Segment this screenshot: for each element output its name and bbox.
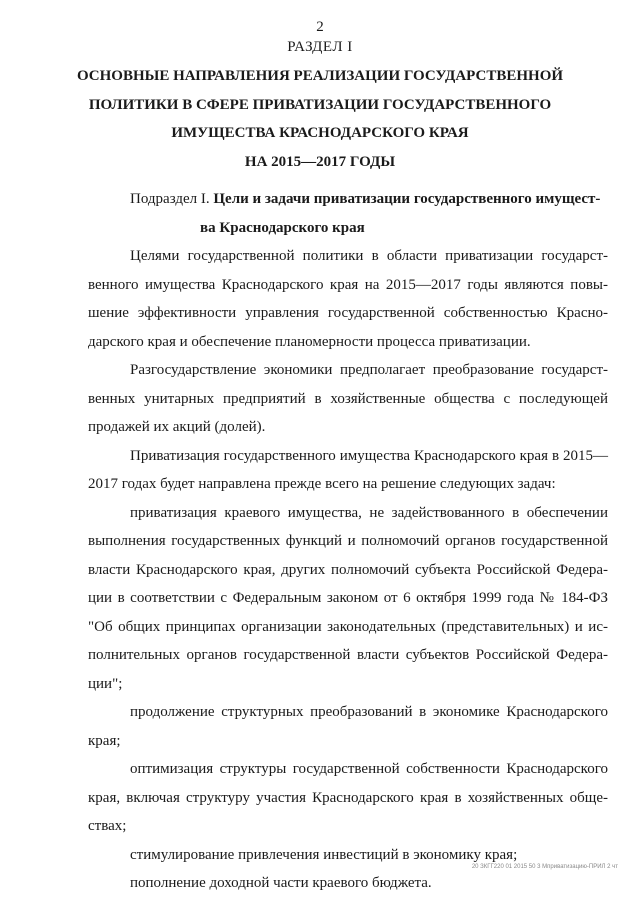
- paragraph: [88, 499, 608, 699]
- paragraph-line: края, включая структуру участия Краснодарского края в хозяйственных обще-: [88, 789, 608, 806]
- paragraph-line: 2017 годах будет направлена прежде всего на решение следующих задач:: [88, 476, 556, 492]
- document-title: [60, 62, 580, 176]
- paragraph-line: ции в соответствии с Федеральным законом от 6 октября 1999 года № 184-ФЗ: [88, 590, 608, 606]
- paragraph-line: Приватизация государственного имущества Краснодарского края в 2015—: [130, 447, 608, 464]
- paragraph-line: продолжение структурных преобразований в экономике Краснодарского: [130, 704, 608, 720]
- page-number: 2: [316, 19, 324, 35]
- body-text: [88, 242, 608, 898]
- paragraph: [88, 442, 608, 499]
- subsection-title-part2: ва Краснодарского края: [200, 219, 365, 236]
- title-line: ИМУЩЕСТВА КРАСНОДАРСКОГО КРАЯ: [171, 125, 469, 141]
- paragraph-line: шение эффективности управления государственной собственностью Красно-: [88, 305, 608, 321]
- title-line: НА 2015—2017 ГОДЫ: [244, 153, 396, 170]
- paragraph: [88, 242, 608, 356]
- paragraph-line: приватизация краевого имущества, не задействованного в обеспечении: [130, 504, 608, 521]
- subsection-heading-line: [88, 185, 608, 214]
- paragraph: [88, 755, 608, 841]
- paragraph-line: полнительных органов государственной власти субъектов Российской Федера-: [88, 647, 608, 663]
- title-line: ОСНОВНЫЕ НАПРАВЛЕНИЯ РЕАЛИЗАЦИИ ГОСУДАРСТВЕННОЙ: [76, 68, 564, 84]
- paragraph-line: ции";: [88, 675, 123, 692]
- paragraph-line: Разгосударствление экономики предполагает преобразование государст-: [130, 362, 608, 378]
- paragraph-line: ствах;: [88, 818, 127, 834]
- paragraph-line: края;: [88, 732, 121, 749]
- paragraph-line: власти Краснодарского края, других полномочий субъекта Российской Федера-: [88, 561, 608, 578]
- paragraph-line: "Об общих принципах организации законодательных (представительных) и ис-: [88, 618, 608, 635]
- paragraph-line: стимулирование привлечения инвестиций в экономику края;: [130, 846, 518, 863]
- subsection-title-part1: Цели и задачи приватизации государственного имущест-: [213, 191, 601, 207]
- subsection-heading-line: [88, 214, 608, 243]
- paragraph-line: венного имущества Краснодарского края на 2015—2017 годы являются повы-: [88, 276, 608, 293]
- paragraph-line: дарского края и обеспечение планомерности процесса приватизации.: [88, 333, 531, 350]
- title-line: ПОЛИТИКИ В СФЕРЕ ПРИВАТИЗАЦИИ ГОСУДАРСТВЕННОГО: [88, 96, 552, 113]
- paragraph-line: венных унитарных предприятий в хозяйственные общества с последующей: [88, 390, 608, 407]
- paragraph-line: Целями государственной политики в области приватизации государст-: [130, 248, 608, 264]
- footer-document-code: 20 ЗКГГ220 01 2015 50 3 Мприватизацию-ПРИЛ 2 чт: [471, 864, 618, 870]
- subsection-prefix: Подраздел I.: [130, 191, 214, 207]
- paragraph: [88, 356, 608, 442]
- paragraph-line: оптимизация структуры государственной собственности Краснодарского: [130, 761, 608, 777]
- paragraph-line: пополнение доходной части краевого бюджета.: [130, 875, 432, 891]
- paragraph: [88, 698, 608, 755]
- section-label: РАЗДЕЛ I: [287, 39, 353, 55]
- paragraph-line: продажей их акций (долей).: [88, 419, 266, 435]
- paragraph-line: выполнения государственных функций и полномочий органов государственной: [88, 533, 608, 549]
- subsection-heading: [88, 185, 608, 242]
- paragraph: [88, 869, 608, 898]
